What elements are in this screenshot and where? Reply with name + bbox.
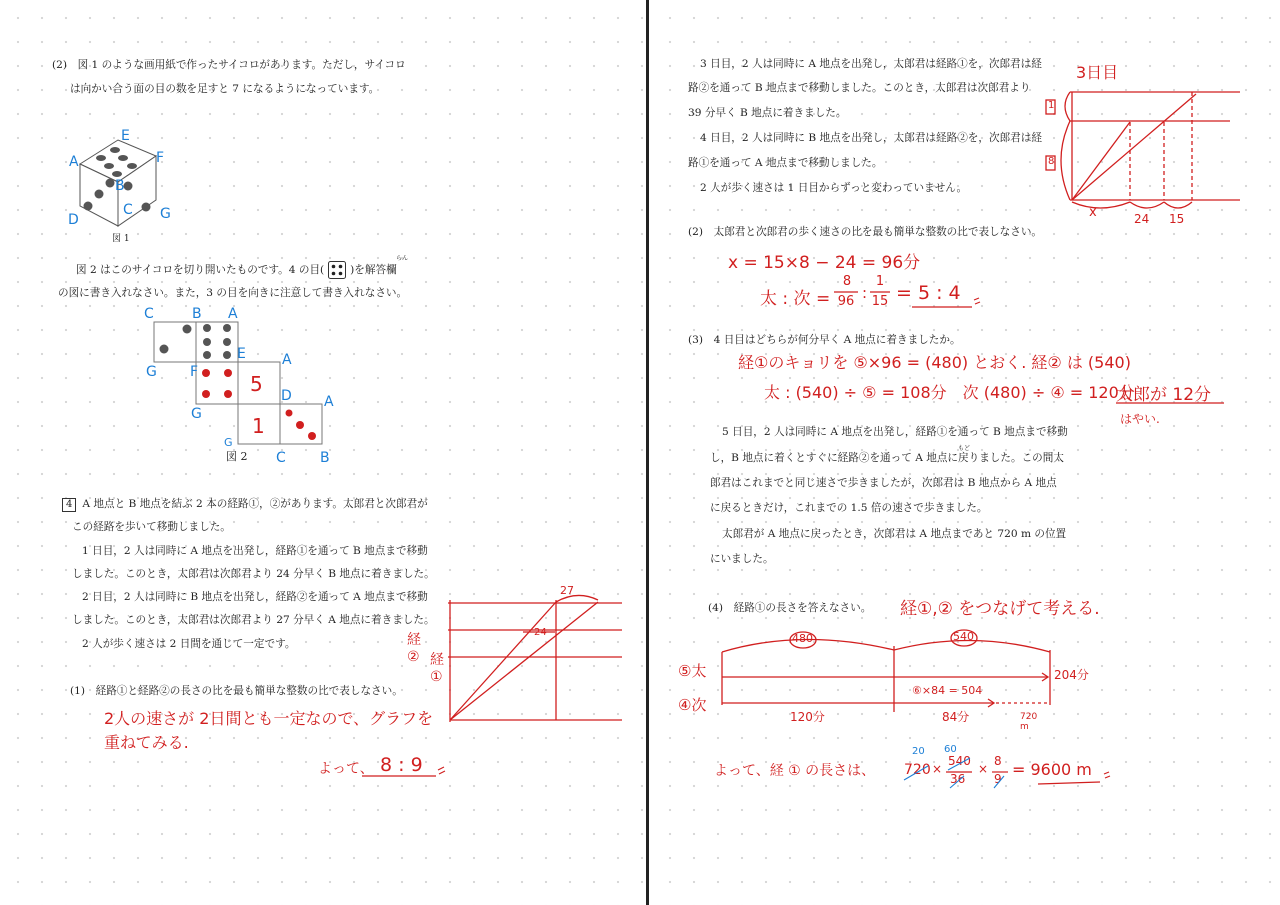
net-label-e1: E xyxy=(237,346,246,362)
q4-answer-prefix: よって、 xyxy=(318,761,374,777)
r-q2-lhs: 太 : 次 = xyxy=(760,289,831,309)
r-q3-line2: 太 : (540) ÷ ⑤ = 108分 次 (480) ÷ ④ = 120分 xyxy=(764,383,1135,402)
r-q4-seg480: 480 xyxy=(792,632,813,645)
net-label-b1: B xyxy=(192,306,202,322)
r-q4-min120: 120分 xyxy=(790,710,825,724)
r-q4-final-a-top: 20 xyxy=(912,746,925,757)
r-q4-final-c-den: 9 xyxy=(994,772,1002,786)
q4-answer: 8 : 9 xyxy=(380,754,423,776)
r-p5: 路①を通って A 地点まで移動しました。 xyxy=(688,157,883,169)
day3-box8: 8 xyxy=(1048,156,1055,167)
r-q4-times1: × xyxy=(932,762,943,776)
graph-route1-label: 経 ① xyxy=(430,652,444,685)
r-q4-final-b-top: 60 xyxy=(944,744,957,755)
net-number-one: 1 xyxy=(252,414,265,438)
r-q4-min84: 84分 xyxy=(942,710,970,724)
q2-line4: の図に書き入れなさい。また，3 の目を向きに注意して書き入れなさい。 xyxy=(58,287,408,299)
r-q2-frac2-num: 1 xyxy=(875,274,885,289)
q4-line5: 2 日目，2 人は同時に B 地点を出発し，経路②を通って A 地点まで移動 xyxy=(82,591,428,603)
ruby-ran: らん xyxy=(396,255,409,262)
fig1-label-g: G xyxy=(160,206,171,222)
day3-axis-x: x xyxy=(1089,205,1097,220)
r-p3: 39 分早く B 地点に着きました。 xyxy=(688,107,847,119)
r-q3: (3) 4 日目はどちらが何分早く A 地点に着きましたか。 xyxy=(688,334,961,346)
net-label-g3: G xyxy=(224,436,233,449)
net-label-c2: C xyxy=(276,450,286,466)
r-q2-frac1-num: 8 xyxy=(842,274,852,289)
page-divider xyxy=(646,0,649,905)
r-p12: にいました。 xyxy=(710,553,774,565)
net-label-a2: A xyxy=(282,352,292,368)
q2-line1: (2) 図 1 のような画用紙で作ったサイコロがあります。ただし，サイコロ xyxy=(52,59,406,71)
r-q4-note: 経①,② をつなげて考える. xyxy=(900,599,1100,619)
net-label-d1: D xyxy=(281,388,292,404)
r-p10: に戻るときだけ，これまでの 1.5 倍の速さで歩きました。 xyxy=(710,502,988,514)
q4-line3: 1 日目，2 人は同時に A 地点を出発し，経路①を通って B 地点まで移動 xyxy=(82,545,428,557)
r-p11: 太郎君が A 地点に戻ったとき，次郎君は A 地点まであと 720 m の位置 xyxy=(722,528,1067,540)
day3-axis-15: 15 xyxy=(1169,212,1185,226)
net-number-five: 5 xyxy=(250,372,263,396)
fig1-label-d: D xyxy=(68,212,79,228)
r-q3-answer: 太郎が 12分 xyxy=(1116,385,1212,405)
q4-number: 4 xyxy=(62,498,76,512)
r-q4-taro: ⑤太 xyxy=(678,662,707,680)
graph-route2-label: 経 ② xyxy=(407,632,421,665)
r-q2-frac2-den: 15 xyxy=(871,294,889,309)
fig1-caption: 図 1 xyxy=(112,234,130,244)
fig1-label-c: C xyxy=(123,202,133,218)
r-q3-line1: 経①のキョリを ⑤×96 = (480) とおく. 経② は (540) xyxy=(738,353,1131,372)
r-q4: (4) 経路①の長さを答えなさい。 xyxy=(708,602,872,614)
day3-axis-24: 24 xyxy=(1134,212,1150,226)
r-q4-seg540: 540 xyxy=(953,630,974,643)
r-p4: 4 日目，2 人は同時に B 地点を出発し，太郎君は経路②を，次郎君は経 xyxy=(700,132,1042,144)
net-label-a1: A xyxy=(228,306,238,322)
net-label-g2: G xyxy=(191,406,202,422)
r-q4-final-b-num: 540 xyxy=(948,754,971,768)
r-q2-line1: x = 15×8 − 24 = 96分 xyxy=(728,253,921,273)
r-p2: 路②を通って B 地点まで移動しました。このとき，太郎君は次郎君より xyxy=(688,82,1031,94)
fig1-label-b: B xyxy=(115,178,125,194)
net-label-a3: A xyxy=(324,394,334,410)
q2-line2: は向かい合う面の目の数を足すと 7 になるようになっています。 xyxy=(70,83,380,95)
r-q4-times2: × xyxy=(978,762,989,776)
r-p8: し，B 地点に着くとすぐに経路②を通って A 地点に戻りました。この間太 xyxy=(710,452,1064,464)
graph-label-24: 24 xyxy=(534,627,547,638)
q4-line7: 2 人が歩く速さは 2 日間を通じて一定です。 xyxy=(82,638,296,650)
r-ruby-modo: もど xyxy=(958,445,971,452)
graph-label-27: 27 xyxy=(560,584,574,597)
r-q4-final-answer: = 9600 m xyxy=(1012,760,1092,779)
r-q4-final-a: 720 xyxy=(904,762,931,778)
r-p9: 郎君はこれまでと同じ速さで歩きましたが，次郎君は B 地点から A 地点 xyxy=(710,477,1057,489)
net-label-f1: F xyxy=(190,364,199,380)
fig1-label-a: A xyxy=(69,154,79,170)
r-q4-final-b-den: 36 xyxy=(950,772,966,786)
r-q4-final-strokes xyxy=(652,0,1280,905)
q4-line4: しました。このとき，太郎君は次郎君より 24 分早く B 地点に着きました。 xyxy=(72,568,435,580)
r-q4-final-prefix: よって、経 ① の長さは、 xyxy=(714,763,876,779)
fig1-label-f: F xyxy=(156,150,165,166)
r-p1: 3 日目，2 人は同時に A 地点を出発し，太郎君は経路①を，次郎君は経 xyxy=(700,58,1042,70)
fig2-caption: 図 2 xyxy=(226,450,248,463)
r-p6: 2 人が歩く速さは 1 日目からずっと変わっていません。 xyxy=(700,182,968,194)
right-page xyxy=(652,0,1280,905)
fig1-label-e: E xyxy=(121,128,130,144)
net-label-g1: G xyxy=(146,364,157,380)
q4-sub1: (1) 経路①と経路②の長さの比を最も簡単な整数の比で表しなさい。 xyxy=(70,685,403,697)
r-q2-answer: = 5 : 4 xyxy=(896,282,961,304)
q4-line2: この経路を歩いて移動しました。 xyxy=(72,521,231,533)
r-q2: (2) 太郎君と次郎君の歩く速さの比を最も簡単な整数の比で表しなさい。 xyxy=(688,226,1043,238)
r-q3-answer2: はやい. xyxy=(1120,412,1160,426)
r-q4-m720: 720 m xyxy=(1020,712,1038,732)
r-q2-colon: : xyxy=(862,284,868,302)
q4-line1-text: A 地点と B 地点を結ぶ 2 本の経路①，②があります。太郎君と次郎君が xyxy=(82,498,428,510)
net-label-c1: C xyxy=(144,306,154,322)
r-p7: 5 日目，2 人は同時に A 地点を出発し，経路①を通って B 地点まで移動 xyxy=(722,426,1068,438)
r-q4-min204: 204分 xyxy=(1054,668,1089,682)
q2-line3b: )を解答欄 xyxy=(350,264,397,276)
r-q4-final-c-num: 8 xyxy=(994,754,1002,768)
q4-explain-line2: 重ねてみる. xyxy=(104,733,189,752)
r-q4-calc504: ⑥×84 = 504 xyxy=(912,684,983,697)
net-label-b2: B xyxy=(320,450,330,466)
q2-line3a: 図 2 はこのサイコロを切り開いたものです。4 の目( xyxy=(76,264,325,276)
r-q4-jiro: ④次 xyxy=(678,696,707,714)
day3-box1: 1 xyxy=(1048,100,1055,111)
q4-explain-line1: 2人の速さが 2日間とも一定なので、グラフを xyxy=(104,709,434,728)
q4-line6: しました。このとき，太郎君は次郎君より 27 分早く A 地点に着きました。 xyxy=(72,614,435,626)
day3-title: 3日目 xyxy=(1076,63,1119,82)
r-q2-frac1-den: 96 xyxy=(837,294,855,309)
